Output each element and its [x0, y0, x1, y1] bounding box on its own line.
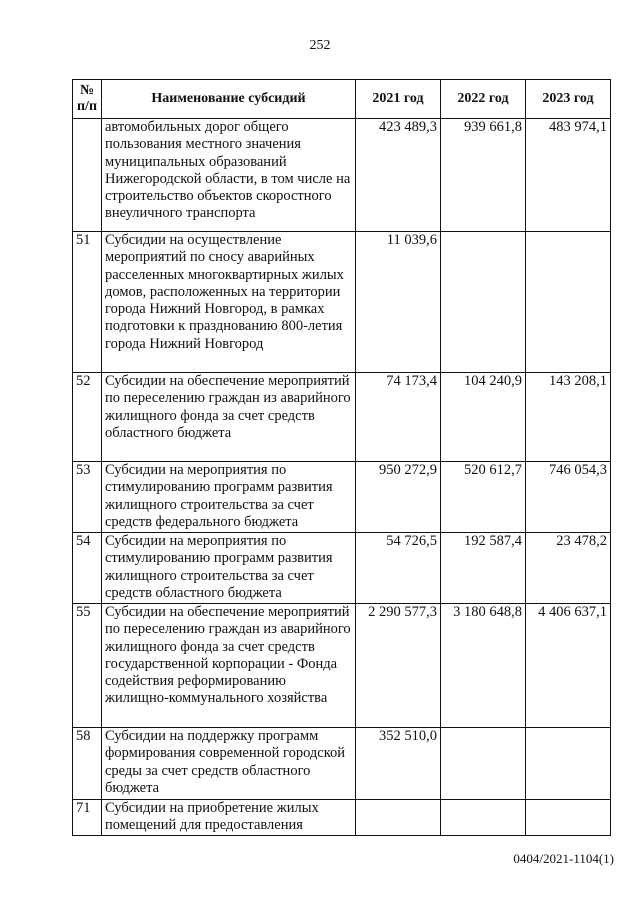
row-number: 53	[73, 462, 102, 533]
value-2021: 423 489,3	[356, 119, 441, 232]
value-2021: 950 272,9	[356, 462, 441, 533]
header-name: Наименование субсидий	[102, 80, 356, 119]
table-row	[73, 800, 611, 836]
table-row	[73, 533, 611, 604]
subsidy-name: Субсидии на осуществление мероприятий по сносу аварийных расселенных многоквартирных жилых домов, расположенных на территории города Нижний Новгород, в рамках подготовки к празднованию 800-летия города Нижний Новгород	[102, 232, 356, 373]
value-2023: 143 208,1	[526, 373, 611, 462]
subsidy-name: Субсидии на мероприятия по стимулированию программ развития жилищного строительства за счет средств областного бюджета	[102, 533, 356, 604]
subsidy-name: Субсидии на поддержку программ формирования современной городской среды за счет средств областного бюджета	[102, 728, 356, 800]
header-2023: 2023 год	[526, 80, 611, 119]
value-2023	[526, 232, 611, 373]
table-row	[73, 232, 611, 373]
subsidy-name: Субсидии на обеспечение мероприятий по переселению граждан из аварийного жилищного фонда за счет средств государственной корпорации - Фонда содействия реформированию жилищно-коммунального хозяйства	[102, 604, 356, 728]
row-number: 51	[73, 232, 102, 373]
value-2022: 3 180 648,8	[441, 604, 526, 728]
value-2022	[441, 232, 526, 373]
subsidy-name: Субсидии на обеспечение мероприятий по переселению граждан из аварийного жилищного фонда за счет средств областного бюджета	[102, 373, 356, 462]
row-number: 54	[73, 533, 102, 604]
table-row	[73, 119, 611, 232]
value-2021: 11 039,6	[356, 232, 441, 373]
table-header-row	[73, 80, 611, 119]
value-2022	[441, 800, 526, 836]
header-num: № п/п	[73, 80, 102, 119]
table-row	[73, 604, 611, 728]
value-2023: 483 974,1	[526, 119, 611, 232]
value-2023	[526, 800, 611, 836]
row-number: 71	[73, 800, 102, 836]
value-2021: 352 510,0	[356, 728, 441, 800]
row-number: 52	[73, 373, 102, 462]
row-number	[73, 119, 102, 232]
value-2022: 192 587,4	[441, 533, 526, 604]
value-2023: 23 478,2	[526, 533, 611, 604]
row-number: 55	[73, 604, 102, 728]
value-2021: 2 290 577,3	[356, 604, 441, 728]
value-2021	[356, 800, 441, 836]
subsidy-name: Субсидии на приобретение жилых помещений для предоставления	[102, 800, 356, 836]
subsidy-name: Субсидии на мероприятия по стимулированию программ развития жилищного строительства за счет средств федерального бюджета	[102, 462, 356, 533]
value-2023: 746 054,3	[526, 462, 611, 533]
header-2022: 2022 год	[441, 80, 526, 119]
subsidies-table	[72, 79, 611, 836]
document-code: 0404/2021-1104(1)	[513, 851, 614, 866]
value-2023: 4 406 637,1	[526, 604, 611, 728]
table-body	[73, 119, 611, 836]
table-row	[73, 462, 611, 533]
value-2022	[441, 728, 526, 800]
value-2023	[526, 728, 611, 800]
value-2022: 104 240,9	[441, 373, 526, 462]
subsidy-name: автомобильных дорог общего пользования местного значения муниципальных образований Нижегородской области, в том числе на строительство объектов скоростного внеуличного транспорта	[102, 119, 356, 232]
value-2022: 520 612,7	[441, 462, 526, 533]
header-2021: 2021 год	[356, 80, 441, 119]
table-row	[73, 728, 611, 800]
table-row	[73, 373, 611, 462]
value-2021: 74 173,4	[356, 373, 441, 462]
row-number: 58	[73, 728, 102, 800]
page-number: 252	[309, 38, 331, 53]
value-2022: 939 661,8	[441, 119, 526, 232]
value-2021: 54 726,5	[356, 533, 441, 604]
